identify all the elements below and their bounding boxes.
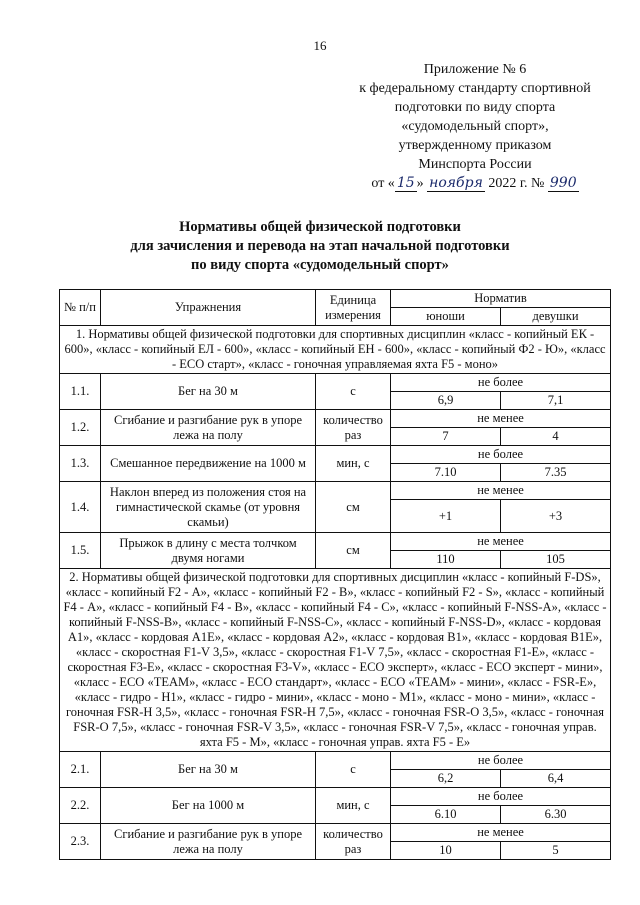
table-row <box>60 752 611 770</box>
row-exercise: Бег на 30 м <box>101 374 316 410</box>
table-row <box>60 482 611 500</box>
norms-table <box>59 289 611 860</box>
title-line: для зачисления и перевода на этап начальной подготовки <box>130 238 510 254</box>
value-boys: 6,2 <box>391 770 501 788</box>
row-condition: не менее <box>391 482 611 500</box>
table-row <box>60 824 611 842</box>
title-line: по виду спорта «судомодельный спорт» <box>191 257 449 273</box>
section-title: 1. Нормативы общей физической подготовки для спортивных дисциплин «класс - копийный ЕК - 600», «класс - копийный ЕЛ - 600», «класс - копийный ЕН - 600», «класс - копийный Ф2 - Ю», «класс - ЕСО старт», «класс - гоночная управляемая яхта F5 - моно» <box>60 326 611 374</box>
row-unit: см <box>316 482 391 533</box>
order-date-line <box>330 174 620 193</box>
appendix-line: Минспорта России <box>418 157 532 172</box>
value-boys: 7.10 <box>391 464 501 482</box>
row-unit: мин, с <box>316 446 391 482</box>
table-row <box>60 374 611 392</box>
section-header-row <box>60 569 611 752</box>
row-num: 2.1. <box>60 752 101 788</box>
header-boys: юноши <box>391 308 501 326</box>
row-num: 1.3. <box>60 446 101 482</box>
date-mid: » <box>416 176 424 191</box>
row-num: 1.5. <box>60 533 101 569</box>
row-exercise: Наклон вперед из положения стоя на гимнастической скамье (от уровня скамьи) <box>101 482 316 533</box>
row-condition: не менее <box>391 824 611 842</box>
row-exercise: Бег на 30 м <box>101 752 316 788</box>
value-boys: 10 <box>391 842 501 860</box>
row-unit: мин, с <box>316 788 391 824</box>
appendix-line: к федеральному стандарту спортивной <box>359 81 591 96</box>
table-row <box>60 446 611 464</box>
value-boys: +1 <box>391 500 501 533</box>
page-number: 16 <box>313 38 327 53</box>
row-exercise: Прыжок в длину с места толчком двумя ногами <box>101 533 316 569</box>
row-unit: см <box>316 533 391 569</box>
value-girls: 4 <box>501 428 611 446</box>
value-boys: 6.10 <box>391 806 501 824</box>
value-boys: 110 <box>391 551 501 569</box>
table-row <box>60 533 611 551</box>
title-line: Нормативы общей физической подготовки <box>179 219 461 235</box>
value-girls: 7,1 <box>501 392 611 410</box>
header-row <box>60 290 611 308</box>
value-girls: +3 <box>501 500 611 533</box>
row-condition: не менее <box>391 533 611 551</box>
section-header-row <box>60 326 611 374</box>
row-unit: количество раз <box>316 824 391 860</box>
value-boys: 6,9 <box>391 392 501 410</box>
row-exercise: Бег на 1000 м <box>101 788 316 824</box>
section-title: 2. Нормативы общей физической подготовки для спортивных дисциплин «класс - копийный F-DS», «класс - копийный F2 - А», «класс - копийный F2 - В», «класс - копийный F2 - S», «класс - копийный F4 - А», «класс - копийный F4 - В», «класс - копийный F4 - С», «класс - копийный F-NSS-А», «класс - копийный F-NSS-В», «класс - копийный F-NSS-С», «класс - копийный F-NSS-D», «класс - кордовая A1», «класс - кордовая A1E», «класс - кордовая A2», «класс - кордовая B1», «класс - кордовая B1E», «класс - скоростная F1-V 3,5», «класс - скоростная F1-V 7,5», «класс - скоростная F1-E», «класс - скоростная F3-E», «класс - скоростная F3-V», «класс - ЕСО эксперт», «класс - ЕСО эксперт - мини», «класс - ЕСО «TEAM», «класс - ЕСО стандарт», «класс - ЕСО «TEAM» - мини», «класс - FSR-E», «класс - гидро - H1», «класс - гидро - мини», «класс - моно - M1», «класс - моно - мини», «класс - гоночная FSR-H 3,5», «класс - гоночная FSR-H 7,5», «класс - гоночная FSR-O 3,5», «класс - гоночная FSR-O 7,5», «класс - гоночная FSR-V 3,5», «класс - гоночная FSR-V 7,5», «класс - гоночная управ. яхта F5 - M», «класс - гоночная управ. яхта F5 - E» <box>60 569 611 752</box>
row-num: 2.3. <box>60 824 101 860</box>
row-condition: не более <box>391 752 611 770</box>
row-num: 1.2. <box>60 410 101 446</box>
row-unit: количество раз <box>316 410 391 446</box>
row-num: 2.2. <box>60 788 101 824</box>
appendix-block <box>330 60 620 193</box>
document-title <box>0 218 640 275</box>
row-condition: не более <box>391 788 611 806</box>
row-unit: с <box>316 752 391 788</box>
appendix-line: подготовки по виду спорта <box>394 100 556 115</box>
value-girls: 5 <box>501 842 611 860</box>
row-num: 1.4. <box>60 482 101 533</box>
row-exercise: Сгибание и разгибание рук в упоре лежа на полу <box>101 410 316 446</box>
table-row <box>60 788 611 806</box>
value-boys: 7 <box>391 428 501 446</box>
header-num: № п/п <box>60 290 101 326</box>
appendix-line: утвержденному приказом <box>398 138 552 153</box>
header-unit: Единица измерения <box>316 290 391 326</box>
row-condition: не более <box>391 446 611 464</box>
date-prefix: от « <box>371 176 395 191</box>
value-girls: 6.30 <box>501 806 611 824</box>
handwritten-month: ноября <box>429 175 483 191</box>
value-girls: 7.35 <box>501 464 611 482</box>
value-girls: 6,4 <box>501 770 611 788</box>
appendix-title: Приложение № 6 <box>423 62 527 77</box>
row-condition: не более <box>391 374 611 392</box>
date-year: 2022 г. № <box>488 176 545 191</box>
handwritten-day: 15 <box>396 175 415 191</box>
row-exercise: Смешанное передвижение на 1000 м <box>101 446 316 482</box>
table-row <box>60 410 611 428</box>
row-unit: с <box>316 374 391 410</box>
header-exercise: Упражнения <box>101 290 316 326</box>
row-num: 1.1. <box>60 374 101 410</box>
appendix-line: «судомодельный спорт», <box>401 119 549 134</box>
header-norm: Норматив <box>391 290 611 308</box>
row-exercise: Сгибание и разгибание рук в упоре лежа на полу <box>101 824 316 860</box>
row-condition: не менее <box>391 410 611 428</box>
handwritten-order-number: 990 <box>549 175 577 191</box>
header-girls: девушки <box>501 308 611 326</box>
value-girls: 105 <box>501 551 611 569</box>
